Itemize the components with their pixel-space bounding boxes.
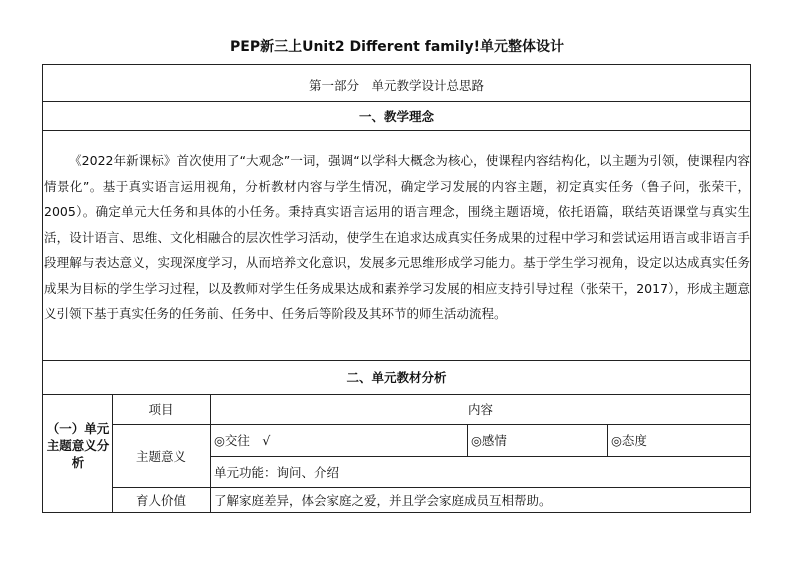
teaching-philosophy-paragraph <box>44 148 750 327</box>
option-communication: ◎交往 √ <box>214 433 271 448</box>
paragraph-text: 《2022年新课标》首次使用了“大观念”一词，强调“以学科大概念为核心，使课程内容结构化，以主题为引领，使课程内容情景化”。基于真实语言运用视角，分析教材内容与学生情况，确定学习发展的内容主题，初定真实任务（鲁子问，张荣干，2005）。确定单元大任务和具体的小任务。秉持真实语言运用的语言理念，围绕主题语境，依托语篇，联结英语课堂与真实生活，设计语言、思维、文化相融合的层次性学习活动，使学生在追求达成真实任务成果的过程中学习和尝试运用语言或非语言手段理解与表达意义，实现深度学习，从而培养文化意识，发展多元思维形成学习能力。基于学生学习视角，设定以达成真实任务成果为目标的学生学习过程，以及教师对学生任务成果达成和素养学习发展的相应支持引导过程（张荣干，2017），形成主题意义引领下基于真实任务的任务前、任务中、任务后等阶段及其环节的师生活动流程。 <box>44 153 750 321</box>
educational-value-text: 了解家庭差异，体会家庭之爱，并且学会家庭成员互相帮助。 <box>214 493 552 508</box>
unit-theme-analysis-label: （一）单元主题意义分析 <box>46 421 110 470</box>
theme-meaning-label: 主题意义 <box>135 448 186 464</box>
section-heading-teaching-philosophy: 一、教学理念 <box>358 108 434 124</box>
col-divider <box>467 424 468 456</box>
document-title: PEP新三上Unit2 Different family!单元整体设计 <box>230 39 564 55</box>
option-emotion: ◎感情 <box>471 433 507 448</box>
educational-value-label: 育人价值 <box>135 493 186 508</box>
unit-function-text: 单元功能：询问、介绍 <box>214 464 340 480</box>
column-header-item: 项目 <box>148 402 174 417</box>
col-divider <box>607 424 608 456</box>
column-header-content: 内容 <box>467 402 493 417</box>
part-header: 第一部分 单元教学设计总思路 <box>308 77 484 93</box>
row-divider <box>42 130 751 131</box>
section-heading-material-analysis: 二、单元教材分析 <box>346 370 447 385</box>
option-attitude: ◎态度 <box>611 433 647 448</box>
